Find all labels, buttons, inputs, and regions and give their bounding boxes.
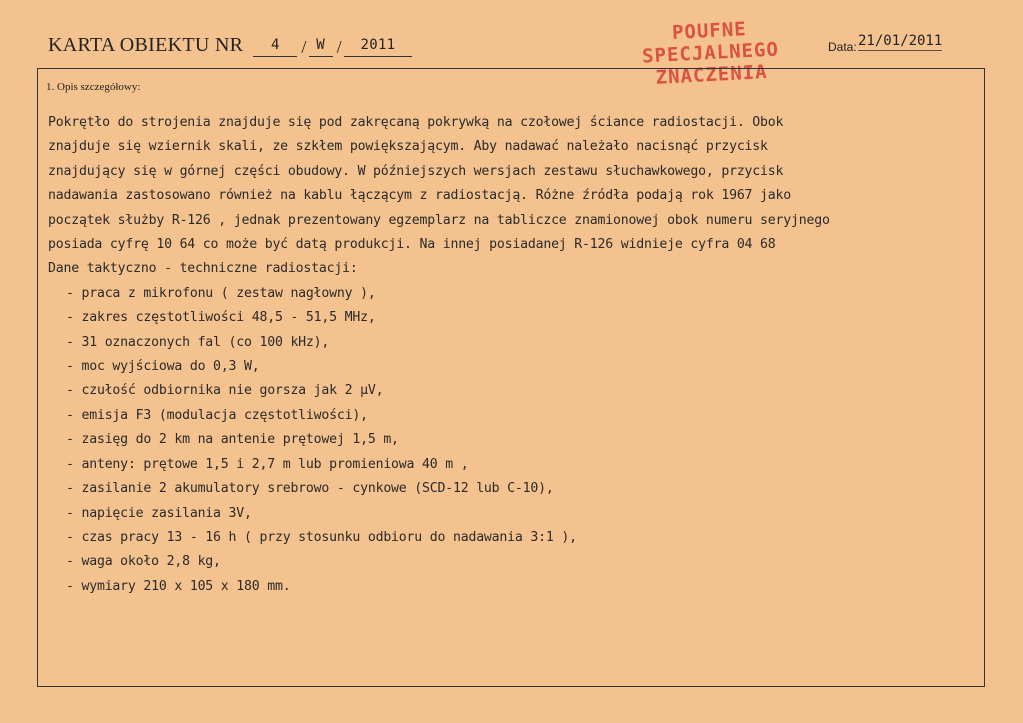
spec-item: - zakres częstotliwości 48,5 - 51,5 MHz, xyxy=(66,310,376,326)
description-line: posiada cyfrę 10 64 co może być datą produkcji. Na innej posiadanej R-126 widnieje cyfra 04 68 xyxy=(48,237,776,253)
description-line: znajduje się wziernik skali, ze szkłem powiększającym. Aby nadawać należało nacisnąć przycisk xyxy=(48,139,768,155)
spec-item: - czułość odbiornika nie gorsza jak 2 μV, xyxy=(66,383,384,399)
spec-item: - moc wyjściowa do 0,3 W, xyxy=(66,359,260,375)
card-title: KARTA OBIEKTU NR 4 / W / 2011 xyxy=(48,34,412,57)
description-text xyxy=(48,111,988,599)
spec-item: - czas pracy 13 - 16 h ( przy stosunku odbioru do nadawania 3:1 ), xyxy=(66,529,577,545)
description-line: Pokrętło do strojenia znajduje się pod zakręcaną pokrywką na czołowej ściance radiostacji. Obok xyxy=(48,115,784,130)
card-title-label: KARTA OBIEKTU NR xyxy=(48,34,244,56)
description-box xyxy=(37,68,985,687)
spec-item: - wymiary 210 x 105 x 180 mm. xyxy=(66,578,291,594)
spec-item: - anteny: prętowe 1,5 i 2,7 m lub promieniowa 40 m , xyxy=(66,456,469,472)
stamp-line: POUFNE xyxy=(671,18,748,44)
section-label: 1. Opis szczegółowy: xyxy=(46,81,141,93)
spec-item: - 31 oznaczonych fal (co 100 kHz), xyxy=(66,334,330,350)
object-number-field-1: 4 xyxy=(253,36,297,57)
specs-heading: Dane taktyczno - techniczne radiostacji: xyxy=(48,261,358,277)
description-line: znajdujący się w górnej części obudowy. W późniejszych wersjach zestawu słuchawkowego, przycisk xyxy=(48,163,784,179)
stamp-line: SPECJALNEGO xyxy=(641,38,780,68)
description-line: początek służby R-126 , jednak prezentowany egzemplarz na tabliczce znamionowej obok numeru seryjnego xyxy=(48,212,830,228)
date-label: Data: xyxy=(828,40,857,54)
stamp-line: ZNACZENIA xyxy=(655,61,769,89)
spec-item: - zasięg do 2 km na antenie prętowej 1,5 m, xyxy=(66,432,399,448)
spec-item: - waga około 2,8 kg, xyxy=(66,554,221,570)
spec-item: - zasilanie 2 akumulatory srebrowo - cynkowe (SCD-12 lub C-10), xyxy=(66,481,554,497)
object-number-field-2: W xyxy=(309,36,333,57)
description-line: nadawania zastosowano również na kablu łączącym z radiostacją. Różne źródła podają rok 1967 jako xyxy=(48,188,791,204)
spec-item: - emisja F3 (modulacja częstotliwości), xyxy=(66,407,368,423)
spec-item: - praca z mikrofonu ( zestaw nagłowny ), xyxy=(66,285,376,301)
object-number-field-3: 2011 xyxy=(344,36,412,57)
date-value: 21/01/2011 xyxy=(858,33,943,49)
spec-item: - napięcie zasilania 3V, xyxy=(66,505,252,521)
